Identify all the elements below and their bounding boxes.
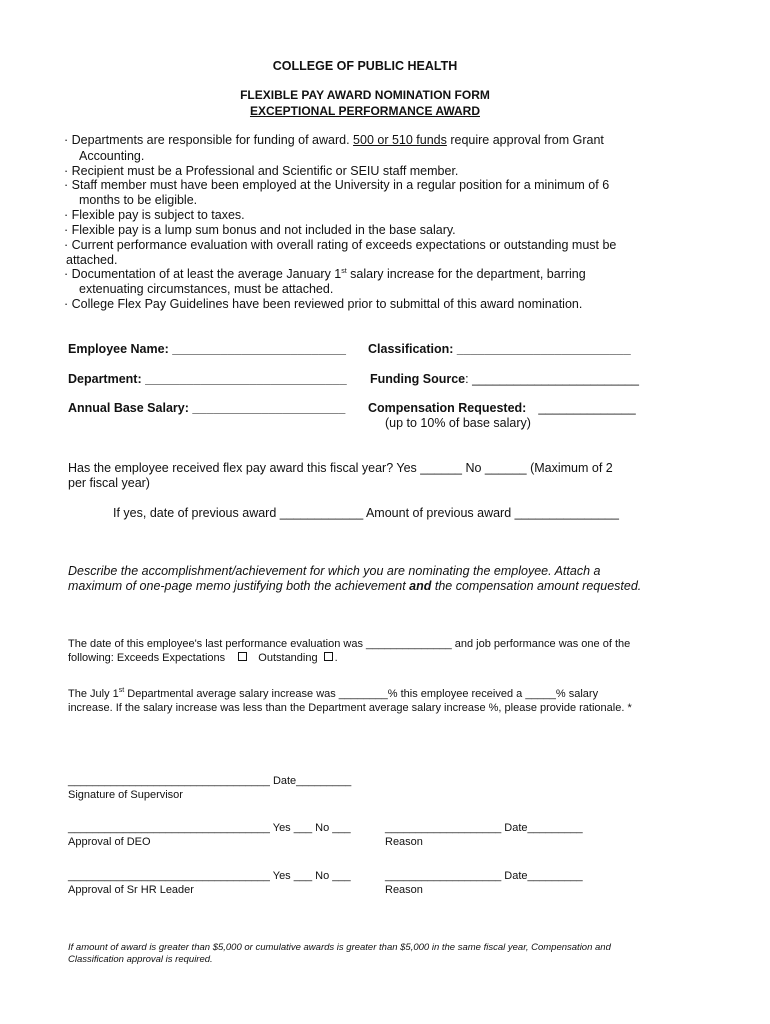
bullet-documentation-tail: salary increase for the department, barring (346, 267, 586, 281)
funds-link: 500 or 510 funds (353, 133, 447, 147)
flex-pay-question-cont: per fiscal year) (68, 476, 150, 490)
evaluation-rating (68, 652, 338, 664)
bullet-funding-cont: Accounting. (79, 149, 145, 163)
bullet-documentation-text: · Documentation of at least the average January 1 (64, 267, 342, 281)
bullet-funding-tail: require approval from Grant (446, 133, 604, 147)
bullet-evaluation-cont: attached. (66, 253, 118, 267)
exceeds-expectations-checkbox[interactable] (238, 652, 247, 661)
funding-source-label: Funding Source (370, 372, 466, 386)
footnote-cont: Classification approval is required. (68, 954, 213, 965)
salary-increase-field[interactable] (68, 688, 598, 700)
salary-increase-tail[interactable]: Departmental average salary increase was ________% this employee received a _____% salary (124, 688, 599, 700)
superscript-st: st (118, 687, 125, 694)
deo-approval-line[interactable]: _________________________________ Yes ___ No ___ (68, 822, 351, 834)
exceeds-expectations-label: following: Exceeds Expectations (68, 652, 226, 664)
previous-award-field[interactable]: If yes, date of previous award ____________ Amount of previous award _______________ (113, 506, 619, 520)
salary-rationale-note: increase. If the salary increase was less than the Department average salary increase %, please provide rationale. * (68, 702, 632, 714)
describe-instructions-cont (68, 579, 641, 593)
salary-increase-text: The July 1 (68, 688, 119, 700)
compensation-requested-line[interactable]: ______________ (538, 401, 636, 415)
outstanding-label: Outstanding (258, 652, 318, 664)
flex-pay-question[interactable]: Has the employee received flex pay award this fiscal year? Yes ______ No ______ (Maximum of 2 (68, 461, 613, 475)
hr-reason-label: Reason (385, 884, 423, 896)
superscript-st: st (341, 268, 347, 275)
employee-name-field[interactable]: Employee Name: _________________________ (68, 342, 347, 356)
bullet-documentation (64, 267, 586, 282)
describe-instructions: Describe the accomplishment/achievement for which you are nominating the employee. Attach a (68, 564, 601, 578)
bullet-funding-text: · Departments are responsible for funding of award. (64, 133, 354, 147)
supervisor-signature-line[interactable]: _________________________________ Date_________ (68, 775, 352, 787)
award-type-title: EXCEPTIONAL PERFORMANCE AWARD (249, 104, 480, 118)
describe-and: and (409, 579, 432, 593)
bullet-guidelines: · College Flex Pay Guidelines have been reviewed prior to submittal of this award nomination. (64, 297, 583, 311)
hr-approval-line[interactable]: _________________________________ Yes ___ No ___ (68, 870, 351, 882)
classification-field[interactable]: Classification: _________________________ (368, 342, 631, 356)
supervisor-signature-label: Signature of Supervisor (68, 789, 183, 801)
deo-reason-line[interactable]: ___________________ Date_________ (385, 822, 583, 834)
compensation-requested-field[interactable] (368, 401, 636, 415)
bullet-funding (64, 133, 604, 148)
bullet-documentation-cont: extenuating circumstances, must be attached. (79, 282, 334, 296)
footnote: If amount of award is greater than $5,000 or cumulative awards is greater than $5,000 in the same fiscal year, Compensation and (68, 942, 611, 953)
describe-text: maximum of one-page memo justifying both the achievement (68, 579, 410, 593)
bullet-evaluation: · Current performance evaluation with overall rating of exceeds expectations or outstanding must be (64, 238, 617, 252)
funding-source-line[interactable]: : ________________________ (465, 372, 639, 386)
hr-approval-label: Approval of Sr HR Leader (68, 884, 194, 896)
bullet-recipient: · Recipient must be a Professional and Scientific or SEIU staff member. (64, 164, 459, 178)
deo-reason-label: Reason (385, 836, 423, 848)
compensation-note: (up to 10% of base salary) (385, 416, 531, 430)
describe-tail: the compensation amount requested. (431, 579, 642, 593)
bullet-employment-cont: months to be eligible. (79, 193, 198, 207)
evaluation-period: . (334, 652, 338, 664)
evaluation-date-field[interactable]: The date of this employee's last performance evaluation was ______________ and job performance was one of the (68, 638, 631, 650)
department-field[interactable]: Department: _____________________________ (68, 372, 347, 386)
funding-source-field[interactable] (370, 372, 639, 386)
bullet-employment: · Staff member must have been employed at the University in a regular position for a minimum of 6 (64, 178, 610, 192)
bullet-taxes: · Flexible pay is subject to taxes. (64, 208, 245, 222)
compensation-requested-label: Compensation Requested: (368, 401, 527, 415)
annual-base-salary-field[interactable]: Annual Base Salary: ______________________ (68, 401, 346, 415)
college-title: COLLEGE OF PUBLIC HEALTH (272, 59, 458, 73)
form-title: FLEXIBLE PAY AWARD NOMINATION FORM (240, 88, 490, 102)
deo-approval-label: Approval of DEO (68, 836, 151, 848)
bullet-lump-sum: · Flexible pay is a lump sum bonus and not included in the base salary. (64, 223, 456, 237)
outstanding-checkbox[interactable] (324, 652, 333, 661)
hr-reason-line[interactable]: ___________________ Date_________ (385, 870, 583, 882)
